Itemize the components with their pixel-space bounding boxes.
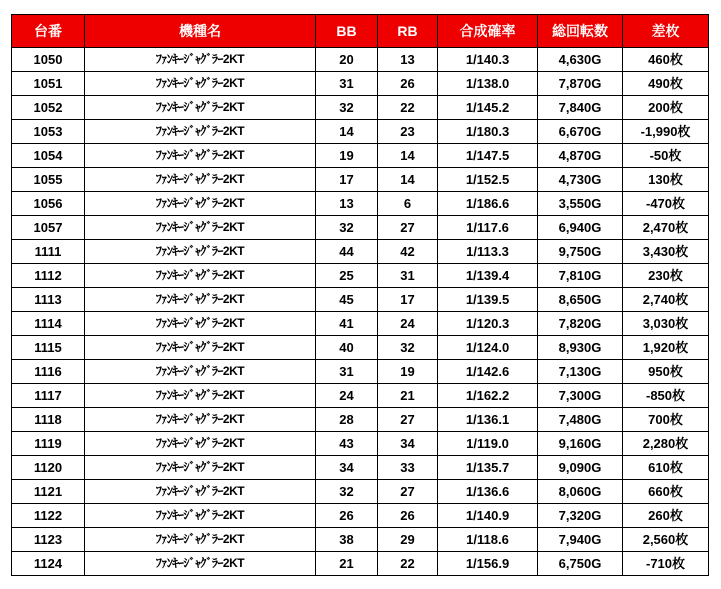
total-spins-cell: 8,060G — [538, 480, 623, 504]
rb-cell: 26 — [378, 72, 438, 96]
bb-cell: 41 — [316, 312, 378, 336]
machine-number-cell: 1123 — [12, 528, 85, 552]
medal-difference-cell: 610枚 — [623, 456, 709, 480]
machine-name-cell: ﾌｧﾝｷｰｼﾞｬｸﾞﾗｰ2KT — [85, 480, 316, 504]
total-spins-cell: 7,480G — [538, 408, 623, 432]
rb-cell: 27 — [378, 480, 438, 504]
table-body — [12, 48, 709, 576]
medal-difference-cell: -50枚 — [623, 144, 709, 168]
machine-number-cell: 1116 — [12, 360, 85, 384]
table-row — [12, 504, 709, 528]
bb-cell: 21 — [316, 552, 378, 576]
machine-name-cell: ﾌｧﾝｷｰｼﾞｬｸﾞﾗｰ2KT — [85, 96, 316, 120]
probability-cell: 1/186.6 — [438, 192, 538, 216]
bb-cell: 17 — [316, 168, 378, 192]
total-spins-cell: 9,090G — [538, 456, 623, 480]
machine-name-cell: ﾌｧﾝｷｰｼﾞｬｸﾞﾗｰ2KT — [85, 264, 316, 288]
machine-name-cell: ﾌｧﾝｷｰｼﾞｬｸﾞﾗｰ2KT — [85, 48, 316, 72]
probability-cell: 1/135.7 — [438, 456, 538, 480]
table-row — [12, 144, 709, 168]
rb-cell: 6 — [378, 192, 438, 216]
machine-name-cell: ﾌｧﾝｷｰｼﾞｬｸﾞﾗｰ2KT — [85, 216, 316, 240]
machine-number-cell: 1118 — [12, 408, 85, 432]
table-row — [12, 120, 709, 144]
table-row — [12, 264, 709, 288]
header-machine-name: 機種名 — [85, 15, 316, 48]
bb-cell: 13 — [316, 192, 378, 216]
machine-number-cell: 1124 — [12, 552, 85, 576]
probability-cell: 1/136.1 — [438, 408, 538, 432]
medal-difference-cell: 2,560枚 — [623, 528, 709, 552]
machine-name-cell: ﾌｧﾝｷｰｼﾞｬｸﾞﾗｰ2KT — [85, 120, 316, 144]
rb-cell: 27 — [378, 216, 438, 240]
bb-cell: 34 — [316, 456, 378, 480]
total-spins-cell: 9,160G — [538, 432, 623, 456]
total-spins-cell: 8,930G — [538, 336, 623, 360]
table-row — [12, 312, 709, 336]
machine-name-cell: ﾌｧﾝｷｰｼﾞｬｸﾞﾗｰ2KT — [85, 168, 316, 192]
table-row — [12, 360, 709, 384]
medal-difference-cell: 2,280枚 — [623, 432, 709, 456]
table-row — [12, 480, 709, 504]
machine-name-cell: ﾌｧﾝｷｰｼﾞｬｸﾞﾗｰ2KT — [85, 336, 316, 360]
bb-cell: 24 — [316, 384, 378, 408]
medal-difference-cell: 660枚 — [623, 480, 709, 504]
machine-number-cell: 1115 — [12, 336, 85, 360]
medal-difference-cell: -1,990枚 — [623, 120, 709, 144]
rb-cell: 23 — [378, 120, 438, 144]
bb-cell: 38 — [316, 528, 378, 552]
total-spins-cell: 9,750G — [538, 240, 623, 264]
rb-cell: 32 — [378, 336, 438, 360]
total-spins-cell: 7,940G — [538, 528, 623, 552]
table-row — [12, 168, 709, 192]
rb-cell: 34 — [378, 432, 438, 456]
machine-number-cell: 1111 — [12, 240, 85, 264]
table-row — [12, 528, 709, 552]
table-row — [12, 48, 709, 72]
rb-cell: 14 — [378, 144, 438, 168]
probability-cell: 1/156.9 — [438, 552, 538, 576]
probability-cell: 1/152.5 — [438, 168, 538, 192]
results-table-container — [11, 14, 709, 576]
rb-cell: 29 — [378, 528, 438, 552]
probability-cell: 1/119.0 — [438, 432, 538, 456]
machine-number-cell: 1112 — [12, 264, 85, 288]
probability-cell: 1/142.6 — [438, 360, 538, 384]
header-machine-number: 台番 — [12, 15, 85, 48]
table-row — [12, 432, 709, 456]
bb-cell: 32 — [316, 480, 378, 504]
bb-cell: 28 — [316, 408, 378, 432]
total-spins-cell: 3,550G — [538, 192, 623, 216]
machine-number-cell: 1122 — [12, 504, 85, 528]
total-spins-cell: 7,820G — [538, 312, 623, 336]
rb-cell: 17 — [378, 288, 438, 312]
rb-cell: 13 — [378, 48, 438, 72]
machine-name-cell: ﾌｧﾝｷｰｼﾞｬｸﾞﾗｰ2KT — [85, 360, 316, 384]
medal-difference-cell: -850枚 — [623, 384, 709, 408]
table-row — [12, 384, 709, 408]
rb-cell: 33 — [378, 456, 438, 480]
probability-cell: 1/180.3 — [438, 120, 538, 144]
table-row — [12, 408, 709, 432]
machine-number-cell: 1053 — [12, 120, 85, 144]
medal-difference-cell: 3,030枚 — [623, 312, 709, 336]
medal-difference-cell: 2,470枚 — [623, 216, 709, 240]
machine-name-cell: ﾌｧﾝｷｰｼﾞｬｸﾞﾗｰ2KT — [85, 456, 316, 480]
probability-cell: 1/138.0 — [438, 72, 538, 96]
medal-difference-cell: 2,740枚 — [623, 288, 709, 312]
bb-cell: 32 — [316, 216, 378, 240]
table-row — [12, 288, 709, 312]
medal-difference-cell: -470枚 — [623, 192, 709, 216]
machine-number-cell: 1117 — [12, 384, 85, 408]
medal-difference-cell: 3,430枚 — [623, 240, 709, 264]
rb-cell: 22 — [378, 96, 438, 120]
table-row — [12, 552, 709, 576]
medal-difference-cell: -710枚 — [623, 552, 709, 576]
total-spins-cell: 7,810G — [538, 264, 623, 288]
table-header-row — [12, 15, 709, 48]
machine-number-cell: 1113 — [12, 288, 85, 312]
probability-cell: 1/117.6 — [438, 216, 538, 240]
rb-cell: 31 — [378, 264, 438, 288]
machine-number-cell: 1055 — [12, 168, 85, 192]
medal-difference-cell: 1,920枚 — [623, 336, 709, 360]
medal-difference-cell: 230枚 — [623, 264, 709, 288]
rb-cell: 14 — [378, 168, 438, 192]
bb-cell: 45 — [316, 288, 378, 312]
table-row — [12, 456, 709, 480]
total-spins-cell: 7,300G — [538, 384, 623, 408]
table-row — [12, 192, 709, 216]
total-spins-cell: 6,670G — [538, 120, 623, 144]
total-spins-cell: 4,870G — [538, 144, 623, 168]
total-spins-cell: 8,650G — [538, 288, 623, 312]
bb-cell: 40 — [316, 336, 378, 360]
bb-cell: 20 — [316, 48, 378, 72]
machine-number-cell: 1052 — [12, 96, 85, 120]
machine-number-cell: 1054 — [12, 144, 85, 168]
header-rb: RB — [378, 15, 438, 48]
machine-name-cell: ﾌｧﾝｷｰｼﾞｬｸﾞﾗｰ2KT — [85, 240, 316, 264]
medal-difference-cell: 700枚 — [623, 408, 709, 432]
table-row — [12, 96, 709, 120]
medal-difference-cell: 950枚 — [623, 360, 709, 384]
machine-name-cell: ﾌｧﾝｷｰｼﾞｬｸﾞﾗｰ2KT — [85, 408, 316, 432]
total-spins-cell: 6,750G — [538, 552, 623, 576]
machine-name-cell: ﾌｧﾝｷｰｼﾞｬｸﾞﾗｰ2KT — [85, 552, 316, 576]
machine-number-cell: 1056 — [12, 192, 85, 216]
machine-number-cell: 1119 — [12, 432, 85, 456]
machine-name-cell: ﾌｧﾝｷｰｼﾞｬｸﾞﾗｰ2KT — [85, 72, 316, 96]
total-spins-cell: 7,870G — [538, 72, 623, 96]
machine-name-cell: ﾌｧﾝｷｰｼﾞｬｸﾞﾗｰ2KT — [85, 144, 316, 168]
probability-cell: 1/113.3 — [438, 240, 538, 264]
bb-cell: 44 — [316, 240, 378, 264]
probability-cell: 1/140.9 — [438, 504, 538, 528]
machine-results-table — [11, 14, 709, 576]
table-row — [12, 336, 709, 360]
total-spins-cell: 7,320G — [538, 504, 623, 528]
table-row — [12, 240, 709, 264]
total-spins-cell: 7,130G — [538, 360, 623, 384]
machine-name-cell: ﾌｧﾝｷｰｼﾞｬｸﾞﾗｰ2KT — [85, 528, 316, 552]
bb-cell: 19 — [316, 144, 378, 168]
total-spins-cell: 6,940G — [538, 216, 623, 240]
probability-cell: 1/162.2 — [438, 384, 538, 408]
medal-difference-cell: 260枚 — [623, 504, 709, 528]
bb-cell: 43 — [316, 432, 378, 456]
header-combined-probability: 合成確率 — [438, 15, 538, 48]
probability-cell: 1/145.2 — [438, 96, 538, 120]
rb-cell: 19 — [378, 360, 438, 384]
medal-difference-cell: 460枚 — [623, 48, 709, 72]
bb-cell: 31 — [316, 72, 378, 96]
medal-difference-cell: 200枚 — [623, 96, 709, 120]
probability-cell: 1/118.6 — [438, 528, 538, 552]
total-spins-cell: 4,630G — [538, 48, 623, 72]
machine-number-cell: 1121 — [12, 480, 85, 504]
probability-cell: 1/139.4 — [438, 264, 538, 288]
machine-number-cell: 1120 — [12, 456, 85, 480]
rb-cell: 42 — [378, 240, 438, 264]
bb-cell: 25 — [316, 264, 378, 288]
machine-name-cell: ﾌｧﾝｷｰｼﾞｬｸﾞﾗｰ2KT — [85, 432, 316, 456]
rb-cell: 22 — [378, 552, 438, 576]
bb-cell: 26 — [316, 504, 378, 528]
medal-difference-cell: 130枚 — [623, 168, 709, 192]
total-spins-cell: 4,730G — [538, 168, 623, 192]
probability-cell: 1/147.5 — [438, 144, 538, 168]
machine-name-cell: ﾌｧﾝｷｰｼﾞｬｸﾞﾗｰ2KT — [85, 192, 316, 216]
rb-cell: 27 — [378, 408, 438, 432]
machine-name-cell: ﾌｧﾝｷｰｼﾞｬｸﾞﾗｰ2KT — [85, 288, 316, 312]
header-total-spins: 総回転数 — [538, 15, 623, 48]
machine-name-cell: ﾌｧﾝｷｰｼﾞｬｸﾞﾗｰ2KT — [85, 312, 316, 336]
table-row — [12, 216, 709, 240]
total-spins-cell: 7,840G — [538, 96, 623, 120]
rb-cell: 26 — [378, 504, 438, 528]
probability-cell: 1/136.6 — [438, 480, 538, 504]
rb-cell: 21 — [378, 384, 438, 408]
machine-number-cell: 1114 — [12, 312, 85, 336]
bb-cell: 32 — [316, 96, 378, 120]
machine-number-cell: 1051 — [12, 72, 85, 96]
probability-cell: 1/140.3 — [438, 48, 538, 72]
machine-name-cell: ﾌｧﾝｷｰｼﾞｬｸﾞﾗｰ2KT — [85, 384, 316, 408]
header-bb: BB — [316, 15, 378, 48]
rb-cell: 24 — [378, 312, 438, 336]
probability-cell: 1/120.3 — [438, 312, 538, 336]
machine-number-cell: 1057 — [12, 216, 85, 240]
machine-number-cell: 1050 — [12, 48, 85, 72]
probability-cell: 1/139.5 — [438, 288, 538, 312]
header-medal-difference: 差枚 — [623, 15, 709, 48]
bb-cell: 14 — [316, 120, 378, 144]
machine-name-cell: ﾌｧﾝｷｰｼﾞｬｸﾞﾗｰ2KT — [85, 504, 316, 528]
probability-cell: 1/124.0 — [438, 336, 538, 360]
medal-difference-cell: 490枚 — [623, 72, 709, 96]
bb-cell: 31 — [316, 360, 378, 384]
table-row — [12, 72, 709, 96]
